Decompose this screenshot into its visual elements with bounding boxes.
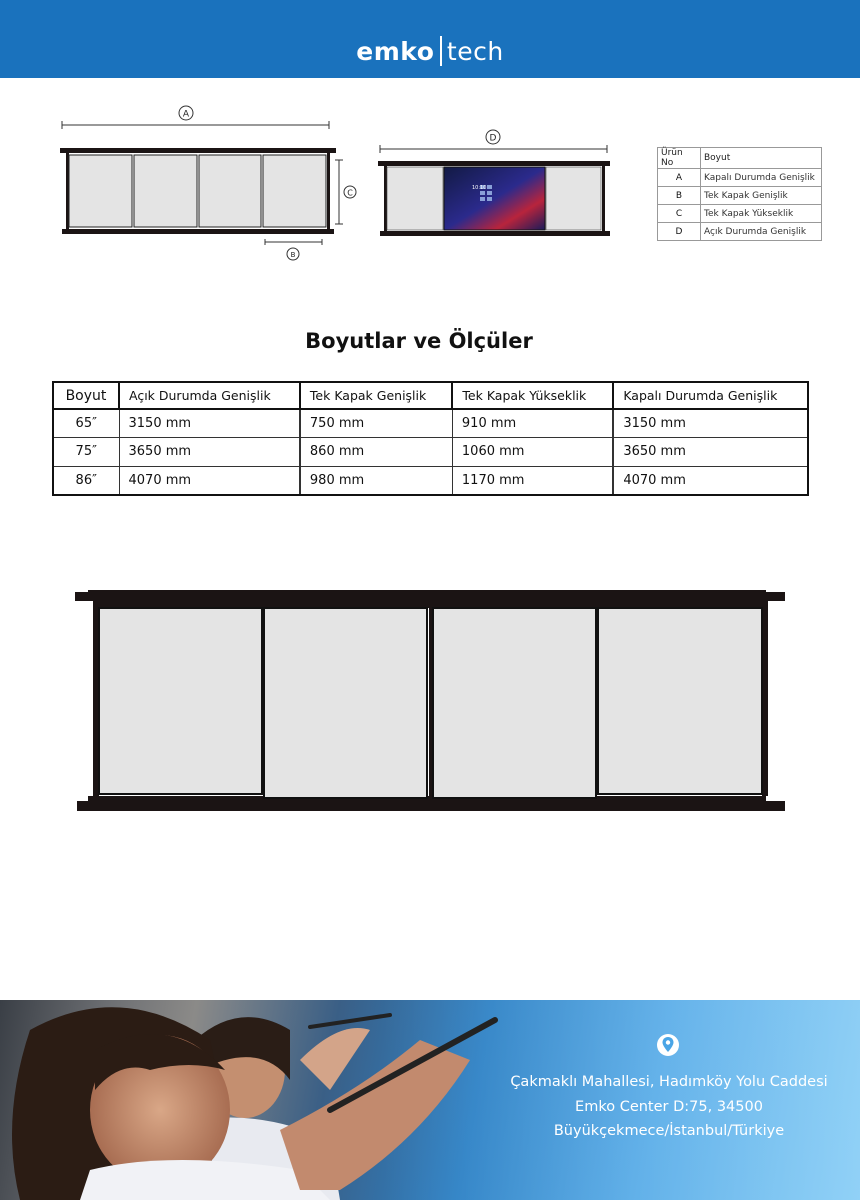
legend-header-size: Boyut [701, 148, 822, 169]
table-header-row [53, 382, 808, 409]
address-line-3: Büyükçekmece/İstanbul/Türkiye [553, 1123, 785, 1139]
location-pin-icon [656, 1033, 680, 1057]
dimensions-table [52, 381, 809, 496]
label-d: D [489, 133, 497, 144]
header-closed-width: Kapalı Durumda Genişlik [613, 382, 808, 409]
cell-open-width: 3150 mm [119, 409, 300, 438]
cell-open-width: 4070 mm [119, 466, 300, 495]
legend-header-code: Ürün No [658, 148, 701, 169]
cell-single-door-height: 1060 mm [452, 438, 613, 467]
screen-clock: 10:10 [472, 185, 487, 191]
brand-logo [0, 36, 860, 66]
legend-name: Tek Kapak Yükseklik [701, 205, 822, 223]
table-row [53, 438, 808, 467]
legend-row [658, 187, 822, 205]
header-size: Boyut [53, 382, 119, 409]
door-panel [99, 608, 262, 794]
dimension-a-line [62, 106, 329, 129]
cell-size: 75″ [53, 438, 119, 467]
door-panel [598, 608, 762, 794]
cell-size: 65″ [53, 409, 119, 438]
label-a: A [182, 109, 190, 120]
legend-code: C [658, 205, 701, 223]
dimension-legend-table [657, 147, 822, 241]
screen-display [444, 167, 545, 230]
cell-single-door-width: 750 mm [300, 409, 453, 438]
cell-open-width: 3650 mm [119, 438, 300, 467]
legend-name: Açık Durumda Genişlik [701, 223, 822, 241]
header-bar [0, 0, 860, 78]
legend-code: D [658, 223, 701, 241]
legend-row [658, 205, 822, 223]
legend-code: A [658, 169, 701, 187]
cell-closed-width: 3150 mm [613, 409, 808, 438]
address-line-1: Çakmaklı Mahallesi, Hadımköy Yolu Caddesi [510, 1074, 828, 1090]
door-panel [264, 608, 427, 798]
header-single-door-width: Tek Kapak Genişlik [300, 382, 453, 409]
legend-name: Tek Kapak Genişlik [701, 187, 822, 205]
legend-code: B [658, 187, 701, 205]
cell-single-door-width: 860 mm [300, 438, 453, 467]
legend-name: Kapalı Durumda Genişlik [701, 169, 822, 187]
label-b: B [290, 251, 296, 259]
dimension-c-line [335, 160, 356, 224]
board-large-illustration [0, 580, 860, 820]
cell-single-door-height: 910 mm [452, 409, 613, 438]
address-line-2: Emko Center D:75, 34500 [575, 1099, 763, 1115]
header-single-door-height: Tek Kapak Yükseklik [452, 382, 613, 409]
brand-name-right: tech [446, 37, 504, 66]
door-panel [433, 608, 596, 798]
header-open-width: Açık Durumda Genişlik [119, 382, 300, 409]
brand-name-left: emko [356, 37, 435, 66]
cell-size: 86″ [53, 466, 119, 495]
legend-row [658, 169, 822, 187]
cell-closed-width: 4070 mm [613, 466, 808, 495]
open-board-illustration [378, 161, 610, 236]
table-row [53, 466, 808, 495]
cell-single-door-height: 1170 mm [452, 466, 613, 495]
cell-single-door-width: 980 mm [300, 466, 453, 495]
brand-separator [440, 36, 442, 66]
closed-board-illustration [60, 148, 336, 234]
footer-banner [0, 1000, 860, 1200]
cell-closed-width: 3650 mm [613, 438, 808, 467]
legend-row [658, 223, 822, 241]
label-c: C [347, 188, 353, 198]
table-row [53, 409, 808, 438]
section-title: Boyutlar ve Ölçüler [305, 329, 533, 353]
